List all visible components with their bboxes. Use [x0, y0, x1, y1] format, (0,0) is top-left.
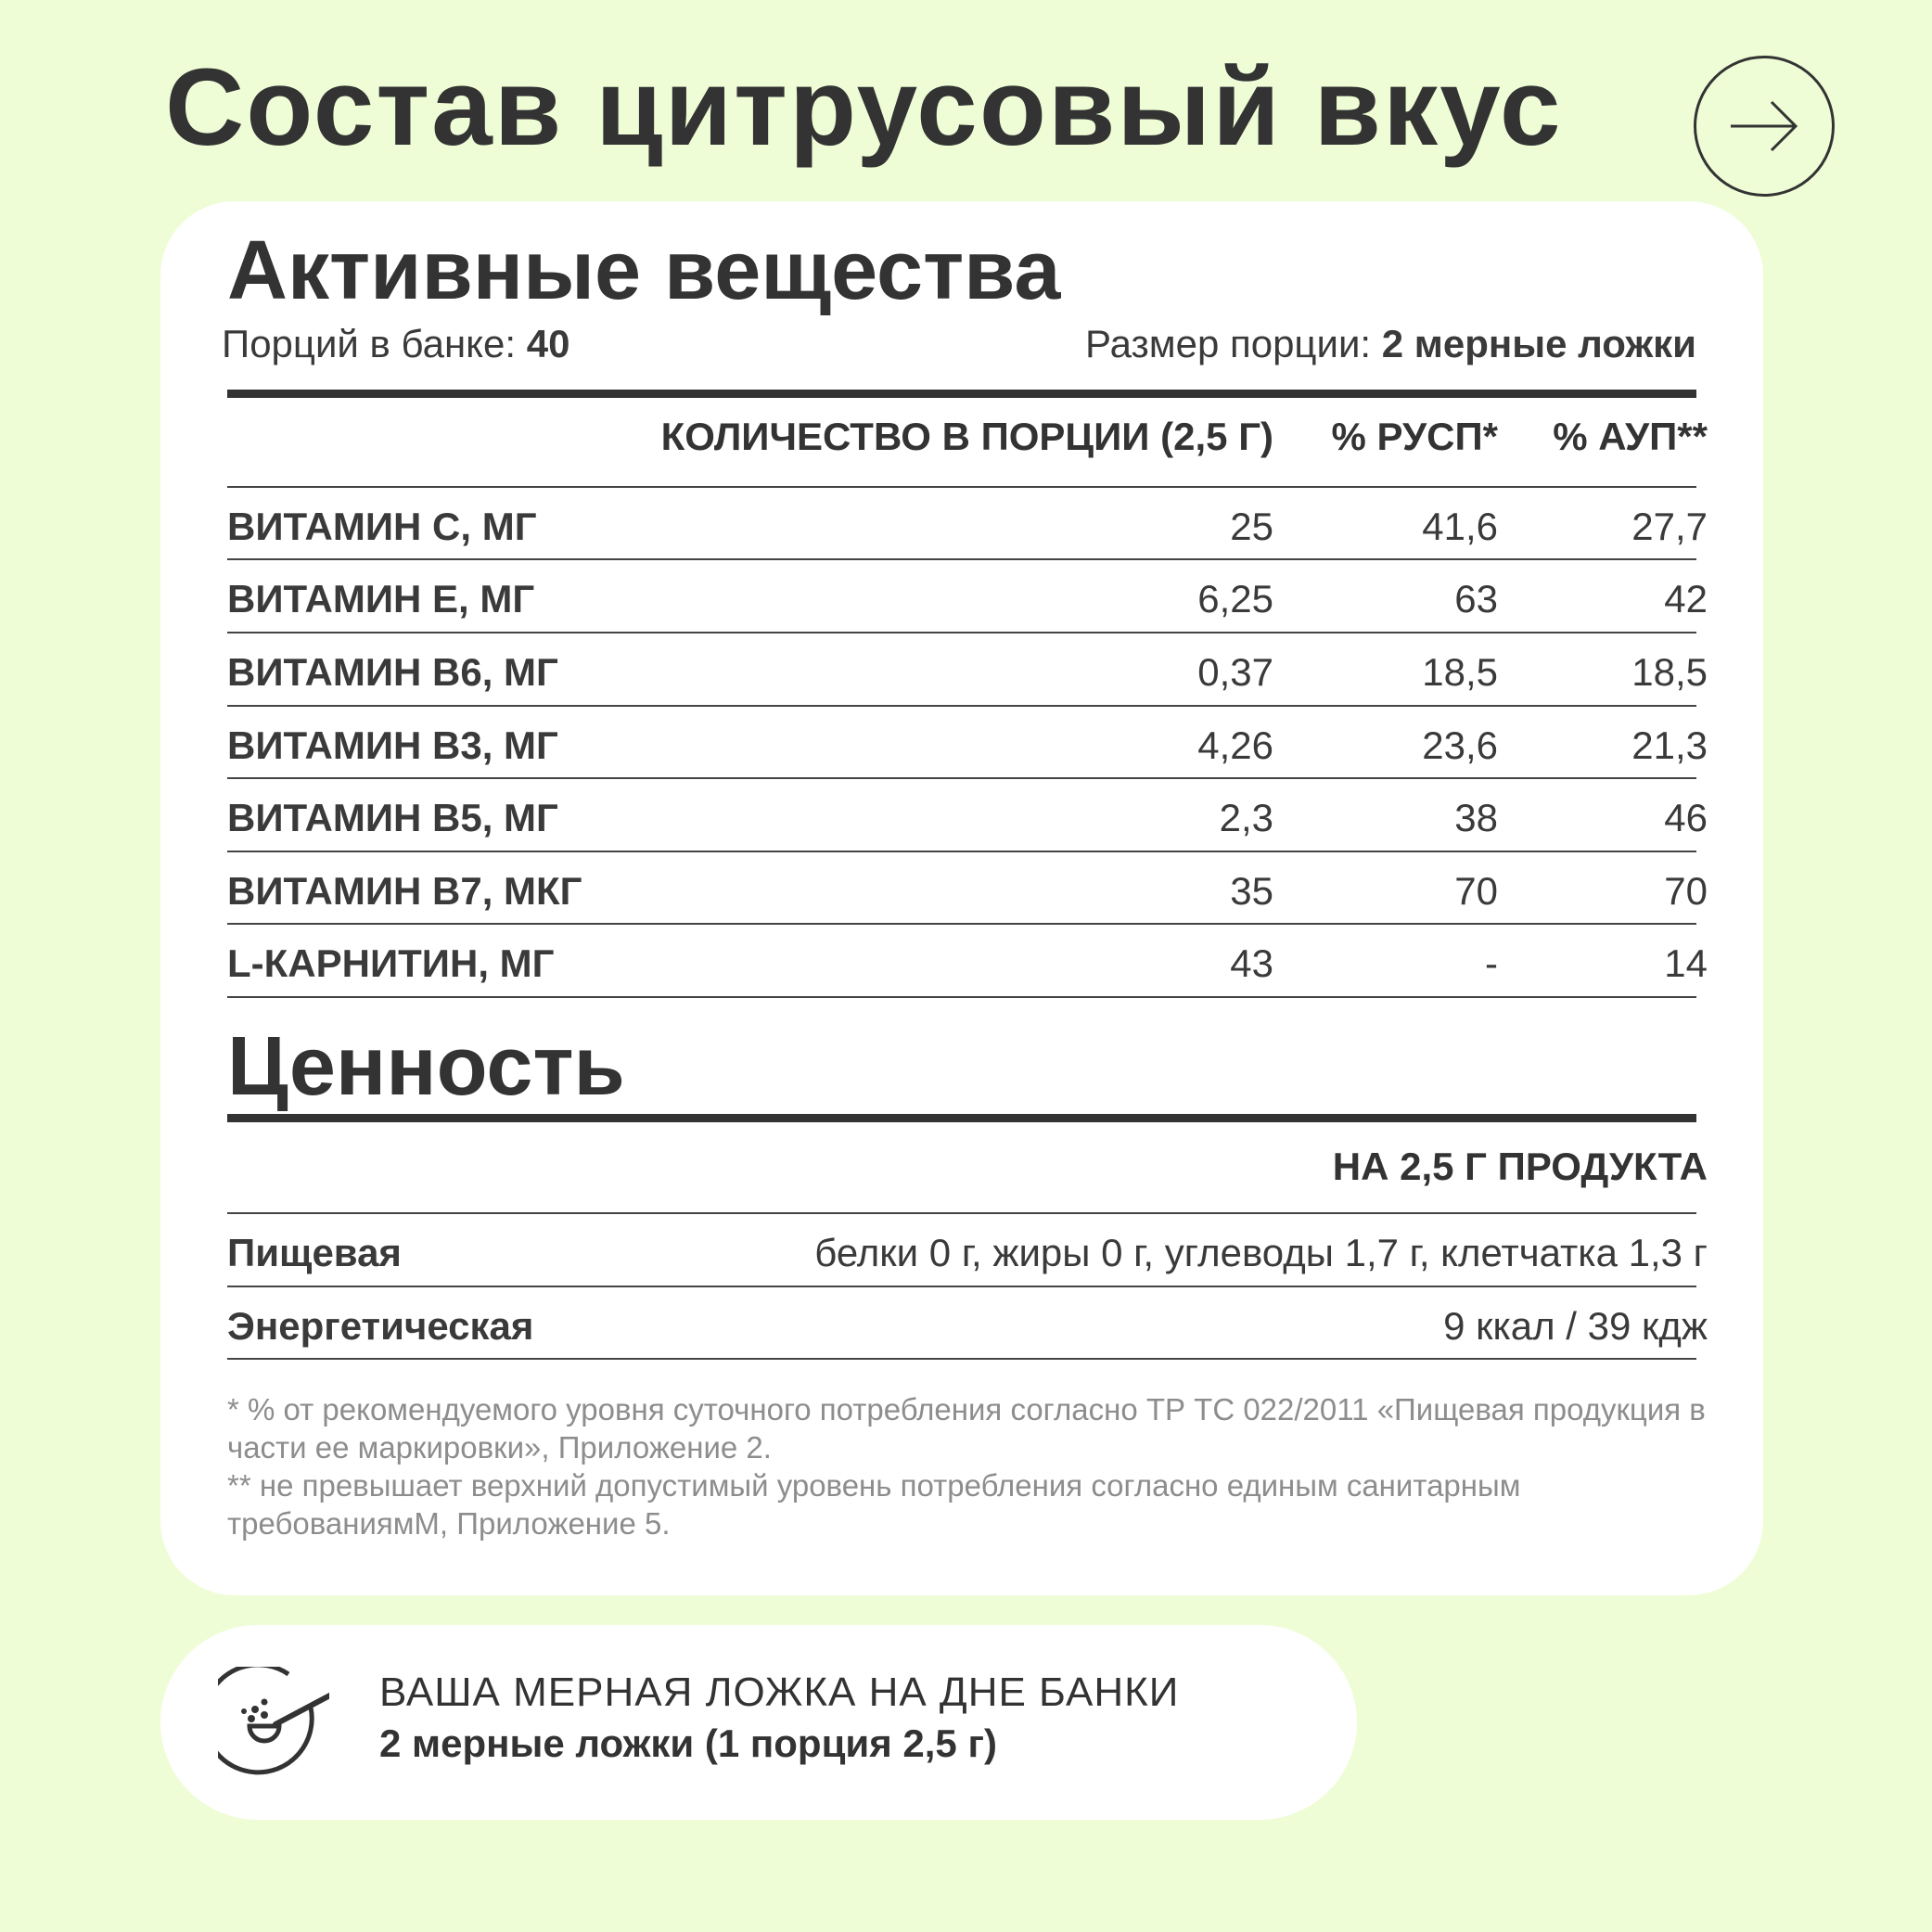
- scoop-info: [160, 1625, 1357, 1820]
- nutrient-name: ВИТАМИН С, МГ: [227, 505, 537, 548]
- divider: [227, 390, 1696, 398]
- nutrient-rusp: 18,5: [1422, 650, 1498, 694]
- scoop-serving-text: 2 мерные ложки (1 порция 2,5 г): [379, 1721, 997, 1765]
- value-amount: белки 0 г, жиры 0 г, углеводы 1,7 г, клетчатка 1,3 г: [814, 1231, 1708, 1274]
- nutrient-amount: 2,3: [1219, 796, 1273, 839]
- scoop-location-text: ВАША МЕРНАЯ ЛОЖКА НА ДНЕ БАНКИ: [379, 1670, 1180, 1715]
- table-row: [227, 852, 1708, 925]
- table-row: [227, 488, 1708, 560]
- nutrient-amount: 43: [1230, 941, 1273, 985]
- serving-info: [222, 322, 1696, 366]
- header-rusp: % РУСП*: [1331, 415, 1498, 458]
- page-title: Состав цитрусовый вкус: [165, 46, 1563, 169]
- active-title: Активные вещества: [227, 224, 1061, 317]
- table-row: [227, 779, 1708, 851]
- table-row: [227, 633, 1708, 706]
- nutrient-rusp: -: [1485, 941, 1498, 985]
- nutrient-name: ВИТАМИН В6, МГ: [227, 650, 558, 694]
- arrow-right-icon: [1727, 98, 1801, 154]
- nutrient-aup: 42: [1664, 577, 1708, 621]
- header-amount: КОЛИЧЕСТВО В ПОРЦИИ (2,5 Г): [660, 415, 1273, 458]
- value-name: Энергетическая: [227, 1304, 534, 1348]
- nutrient-amount: 25: [1230, 505, 1273, 548]
- nutrient-aup: 21,3: [1631, 723, 1708, 767]
- nutrient-amount: 35: [1230, 869, 1273, 913]
- nutrient-aup: 46: [1664, 796, 1708, 839]
- footnote-aup: ** не превышает верхний допустимый уровень потребления согласно единым санитарным требованиямМ, Приложение 5.: [227, 1468, 1521, 1541]
- nutrient-aup: 27,7: [1631, 505, 1708, 548]
- nutrient-rusp: 70: [1454, 869, 1498, 913]
- nutrient-rusp: 38: [1454, 796, 1498, 839]
- value-name: Пищевая: [227, 1231, 402, 1274]
- value-header: НА 2,5 Г ПРОДУКТА: [1332, 1145, 1708, 1188]
- nutrient-aup: 14: [1664, 941, 1708, 985]
- table-header: [227, 415, 1708, 470]
- table-row: [227, 560, 1708, 633]
- divider: [227, 1114, 1696, 1122]
- nutrient-name: ВИТАМИН Е, МГ: [227, 577, 535, 621]
- footnote-rusp: * % от рекомендуемого уровня суточного потребления согласно ТР ТС 022/2011 «Пищевая продукция в части ее маркировки», Приложение 2.: [227, 1392, 1706, 1465]
- nutrient-rusp: 41,6: [1422, 505, 1498, 548]
- next-button[interactable]: [1694, 56, 1835, 197]
- divider: [227, 1358, 1696, 1360]
- composition-card: [160, 201, 1763, 1595]
- table-row: [227, 1287, 1708, 1360]
- footnotes: [227, 1390, 1711, 1542]
- servings-per-container: Порций в банке: 40: [222, 322, 570, 365]
- value-title: Ценность: [227, 1020, 625, 1113]
- value-amount: 9 ккал / 39 кдж: [1443, 1304, 1708, 1348]
- nutrient-aup: 18,5: [1631, 650, 1708, 694]
- nutrient-amount: 0,37: [1197, 650, 1273, 694]
- nutrient-name: ВИТАМИН В5, МГ: [227, 796, 558, 839]
- divider: [227, 996, 1696, 998]
- table-row: [227, 707, 1708, 779]
- nutrient-amount: 4,26: [1197, 723, 1273, 767]
- nutrient-amount: 6,25: [1197, 577, 1273, 621]
- nutrient-name: ВИТАМИН В7, МКГ: [227, 869, 582, 913]
- serving-size: Размер порции: 2 мерные ложки: [1084, 322, 1696, 365]
- table-row: [227, 1214, 1708, 1286]
- nutrient-rusp: 63: [1454, 577, 1498, 621]
- nutrient-rusp: 23,6: [1422, 723, 1498, 767]
- nutrient-aup: 70: [1664, 869, 1708, 913]
- measuring-scoop-icon: [218, 1667, 329, 1778]
- table-row: [227, 925, 1708, 997]
- nutrient-name: ВИТАМИН В3, МГ: [227, 723, 558, 767]
- header-aup: % АУП**: [1553, 415, 1708, 458]
- nutrient-name: L-КАРНИТИН, МГ: [227, 941, 555, 985]
